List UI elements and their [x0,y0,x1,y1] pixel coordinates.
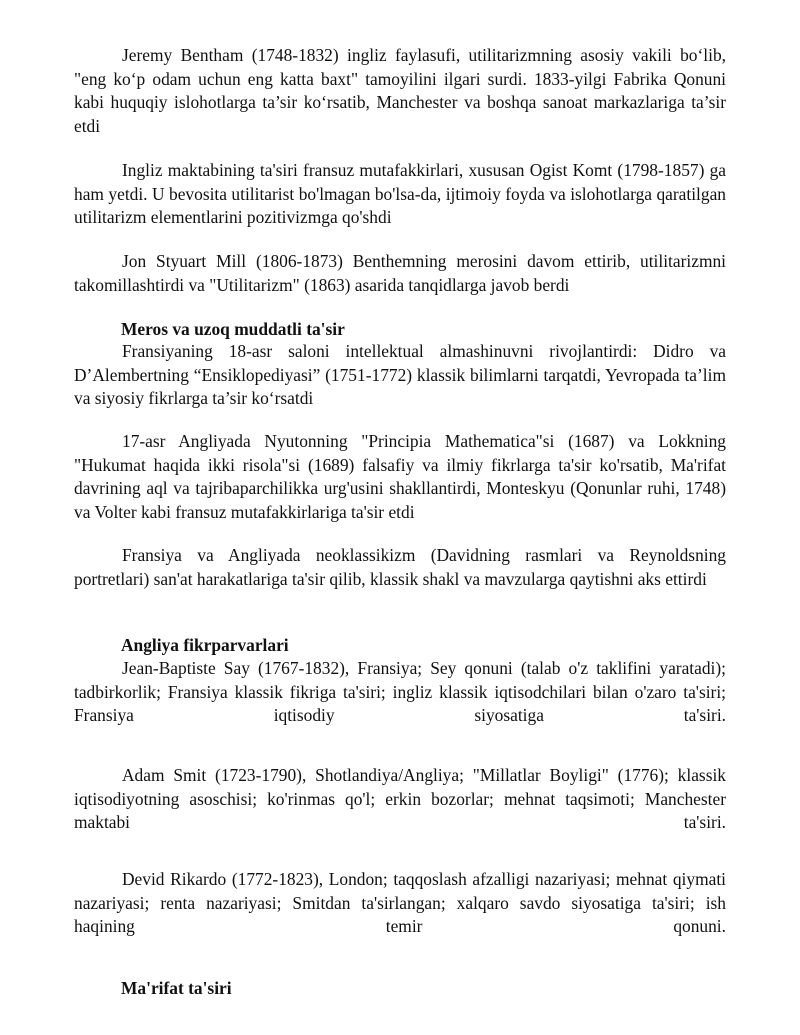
paragraph-ricardo: Devid Rikardo (1772-1823), London; taqqoslash afzalligi nazariyasi; mehnat qiymati nazariyasi; renta nazariyasi; Smitdan ta'sirlangan; xalqaro savdo siyosatiga ta'siri; ish haqining temir qonuni. [74,869,726,936]
heading-legacy: Meros va uzoq muddatli ta'sir [121,319,345,339]
paragraph-smith: Adam Smit (1723-1790), Shotlandiya/Angliya; "Millatlar Boyligi" (1776); klassik iqtisodiyotning asoschisi; ko'rinmas qo'l; erkin bozorlar; mehnat taqsimoti; Manchester maktabi ta'siri. [74,765,726,832]
paragraph-comte: Ingliz maktabining ta'siri fransuz mutafakkirlari, xususan Ogist Komt (1798-1857) ga ham yetdi. U bevosita utilitarist bo'lmagan bo'lsa-da, ijtimoiy foyda va islohotlarga qaratilgan utilitarizm elementlarini pozitivizmga qo'shdi [74,160,726,227]
paragraph-encyclopedia: Fransiyaning 18-asr saloni intellektual almashinuvni rivojlantirdi: Didro va D’Alembertning “Ensiklopediyasi” (1751-1772) klassik bilimlarni tarqatdi, Yevropada ta’lim va siyosiy fikrlarga ta’sir ko‘rsatdi [74,341,726,408]
heading-english-thinkers: Angliya fikrparvarlari [121,635,289,655]
heading-enlightenment: Ma'rifat ta'siri [121,978,232,998]
paragraph-neoclassicism: Fransiya va Angliyada neoklassikizm (Davidning rasmlari va Reynoldsning portretlari) san'at harakatlariga ta'sir qilib, klassik shakl va mavzularga qaytishni aks ettirdi [74,545,726,589]
paragraph-bentham: Jeremy Bentham (1748-1832) ingliz faylasufi, utilitarizmning asosiy vakili bo‘lib, "eng ko‘p odam uchun eng katta baxt" tamoyilini ilgari surdi. 1833-yilgi Fabrika Qonuni kabi huquqiy islohotlarga ta’sir ko‘rsatib, Manchester va boshqa sanoat markazlariga ta’sir etdi [74,45,726,136]
paragraph-say: Jean-Baptiste Say (1767-1832), Fransiya; Sey qonuni (talab o'z taklifini yaratadi); tadbirkorlik; Fransiya klassik fikriga ta'siri; ingliz klassik iqtisodchilari bilan o'zaro ta'siri; Fransiya iqtisodiy siyosatiga ta'siri. [74,658,726,725]
paragraph-mill: Jon Styuart Mill (1806-1873) Benthemning merosini davom ettirib, utilitarizmni takomillashtirdi va "Utilitarizm" (1863) asarida tanqidlarga javob berdi [74,251,726,295]
paragraph-newton-locke: 17-asr Angliyada Nyutonning "Principia Mathematica"si (1687) va Lokkning "Hukumat haqida ikki risola"si (1689) falsafiy va ilmiy fikrlarga ta'sir ko'rsatib, Ma'rifat davrining aql va tajribaparchilikka urg'usini shakllantirdi, Monteskyu (Qonunlar ruhi, 1748) va Volter kabi fransuz mutafakkirlariga ta'sir etdi [74,431,726,522]
